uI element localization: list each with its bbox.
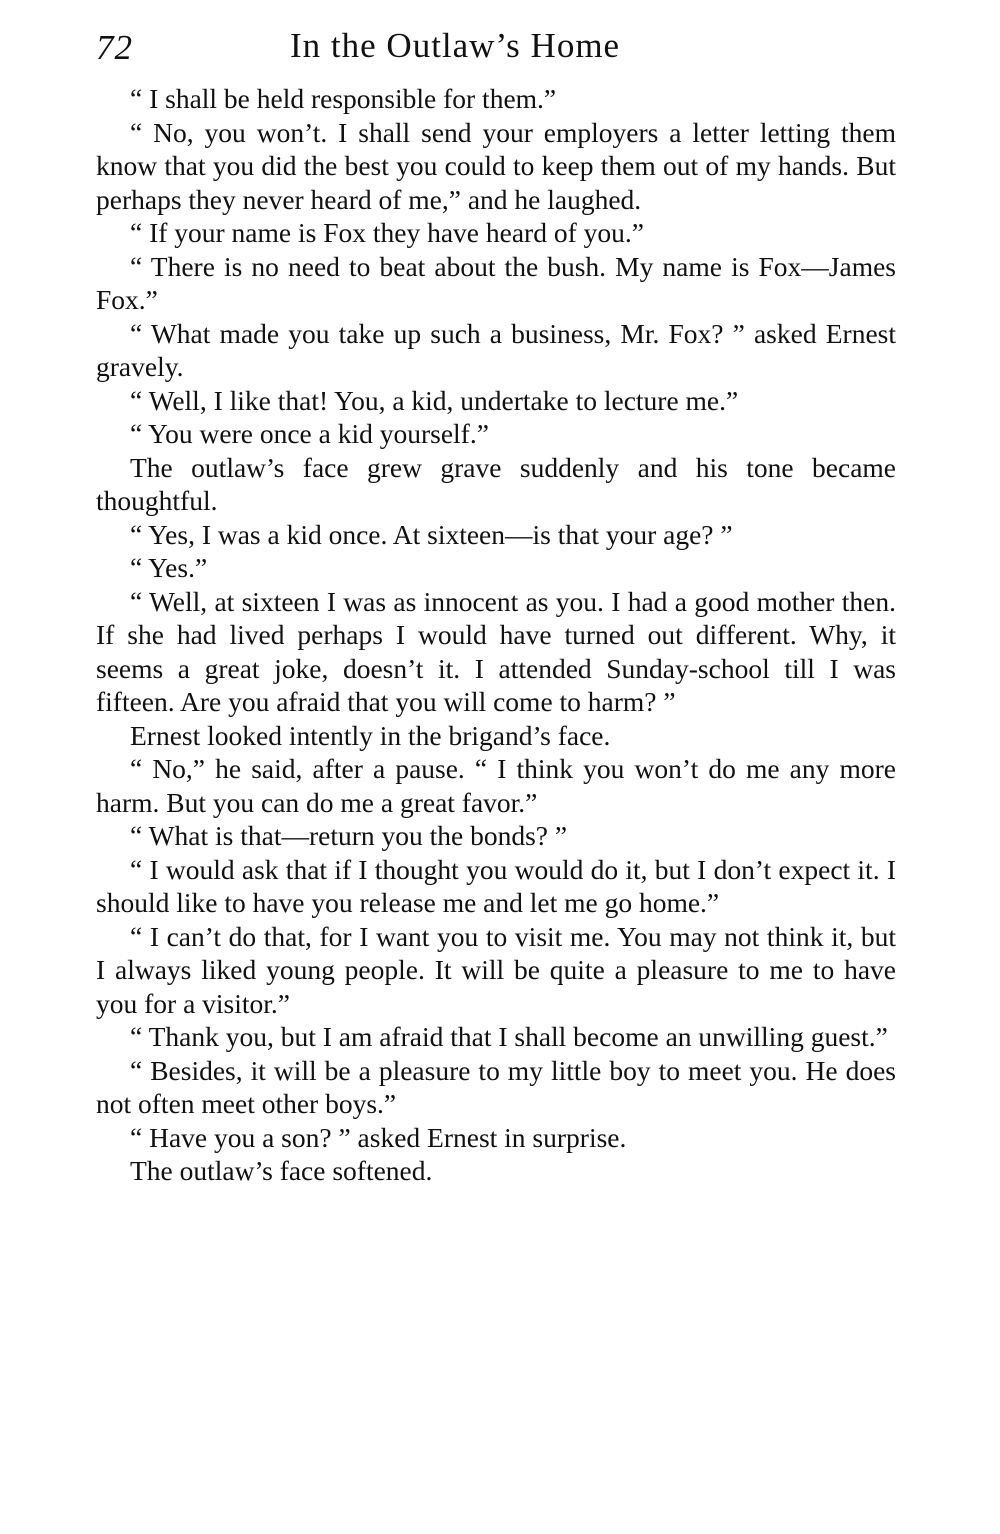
paragraph: “ Have you a son? ” asked Ernest in surprise.: [130, 1121, 627, 1153]
running-title: In the Outlaw’s Home: [290, 26, 621, 65]
paragraph: The outlaw’s face softened.: [130, 1155, 433, 1186]
paragraph: “ Yes.”: [130, 552, 208, 583]
book-page: [96, 22, 896, 1188]
paragraph: “ What made you take up such a business, Mr. Fox? ” asked Ernest gravely.: [96, 317, 896, 382]
paragraph: “ I would ask that if I thought you would do it, but I don’t expect it. I should like to have you release me and let me go home.”: [96, 853, 896, 918]
page-header: [96, 22, 896, 82]
paragraph: “ You were once a kid yourself.”: [130, 418, 489, 449]
paragraph: “ I shall be held responsible for them.”: [130, 83, 557, 114]
paragraph: The outlaw’s face grew grave suddenly and his tone became thoughtful.: [96, 451, 896, 516]
paragraph: “ No, you won’t. I shall send your employers a letter letting them know that you did the best you could to keep them out of my hands. But perhaps they never heard of me,” and he laughed.: [96, 116, 896, 215]
paragraph: Ernest looked intently in the brigand’s face.: [130, 719, 611, 751]
paragraph: “ There is no need to beat about the bush. My name is Fox—James Fox.”: [96, 250, 896, 315]
paragraph: “ No,” he said, after a pause. “ I think you won’t do me any more harm. But you can do me a great favor.”: [96, 753, 896, 818]
paragraph: “ What is that—return you the bonds? ”: [130, 820, 568, 851]
body-text: [96, 82, 896, 1188]
paragraph: “ Well, I like that! You, a kid, undertake to lecture me.”: [130, 384, 739, 416]
paragraph: “ Thank you, but I am afraid that I shall become an unwilling guest.”: [130, 1021, 888, 1052]
paragraph: “ Yes, I was a kid once. At sixteen—is that your age? ”: [130, 518, 733, 550]
paragraph: “ Besides, it will be a pleasure to my little boy to meet you. He does not often meet other boys.”: [96, 1054, 896, 1119]
paragraph: “ If your name is Fox they have heard of you.”: [130, 217, 644, 248]
page-number: 72: [96, 28, 133, 67]
paragraph: “ Well, at sixteen I was as innocent as you. I had a good mother then. If she had lived perhaps I would have turned out different. Why, it seems a great joke, doesn’t it. I attended Sunday-school till I was fifteen. Are you afraid that you will come to harm? ”: [96, 585, 896, 717]
paragraph: “ I can’t do that, for I want you to visit me. You may not think it, but I always liked young people. It will be quite a pleasure to me to have you for a visitor.”: [96, 920, 896, 1019]
